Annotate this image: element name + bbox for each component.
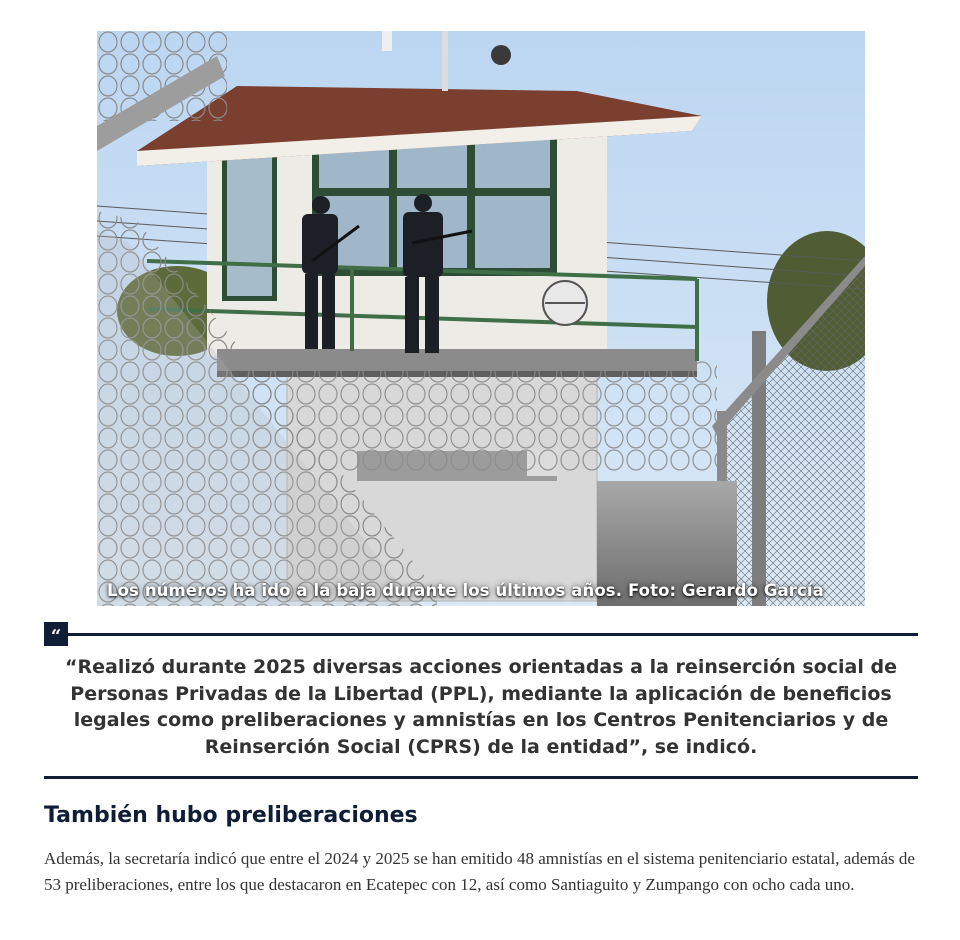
quote-bottom-rule bbox=[44, 776, 918, 779]
watchtower-photo bbox=[97, 31, 865, 606]
article-photo bbox=[97, 31, 865, 606]
body-paragraph: Además, la secretaría indicó que entre el 2024 y 2025 se han emitido 48 amnistías en el sistema penitenciario estatal, además de 53 preliberaciones, entre los que destacaron en Ecatepec con 12, así como Santiaguito y Zumpango con ocho cada uno. bbox=[44, 849, 915, 894]
section-heading: También hubo preliberaciones bbox=[44, 803, 418, 828]
photo-caption: Los números ha ido a la baja durante los últimos años. Foto: Gerardo García bbox=[107, 581, 824, 600]
quote-mark-icon: “ bbox=[44, 622, 68, 646]
pull-quote: “Realizó durante 2025 diversas acciones orientadas a la reinserción social de Personas Privadas de la Libertad (PPL), mediante la aplicación de beneficios legales como preliberaciones y amnistías en los Centros Penitenciarios y de Reinserción Social (CPRS) de la entidad”, se indicó. bbox=[65, 656, 897, 758]
quote-top-rule bbox=[44, 633, 918, 636]
